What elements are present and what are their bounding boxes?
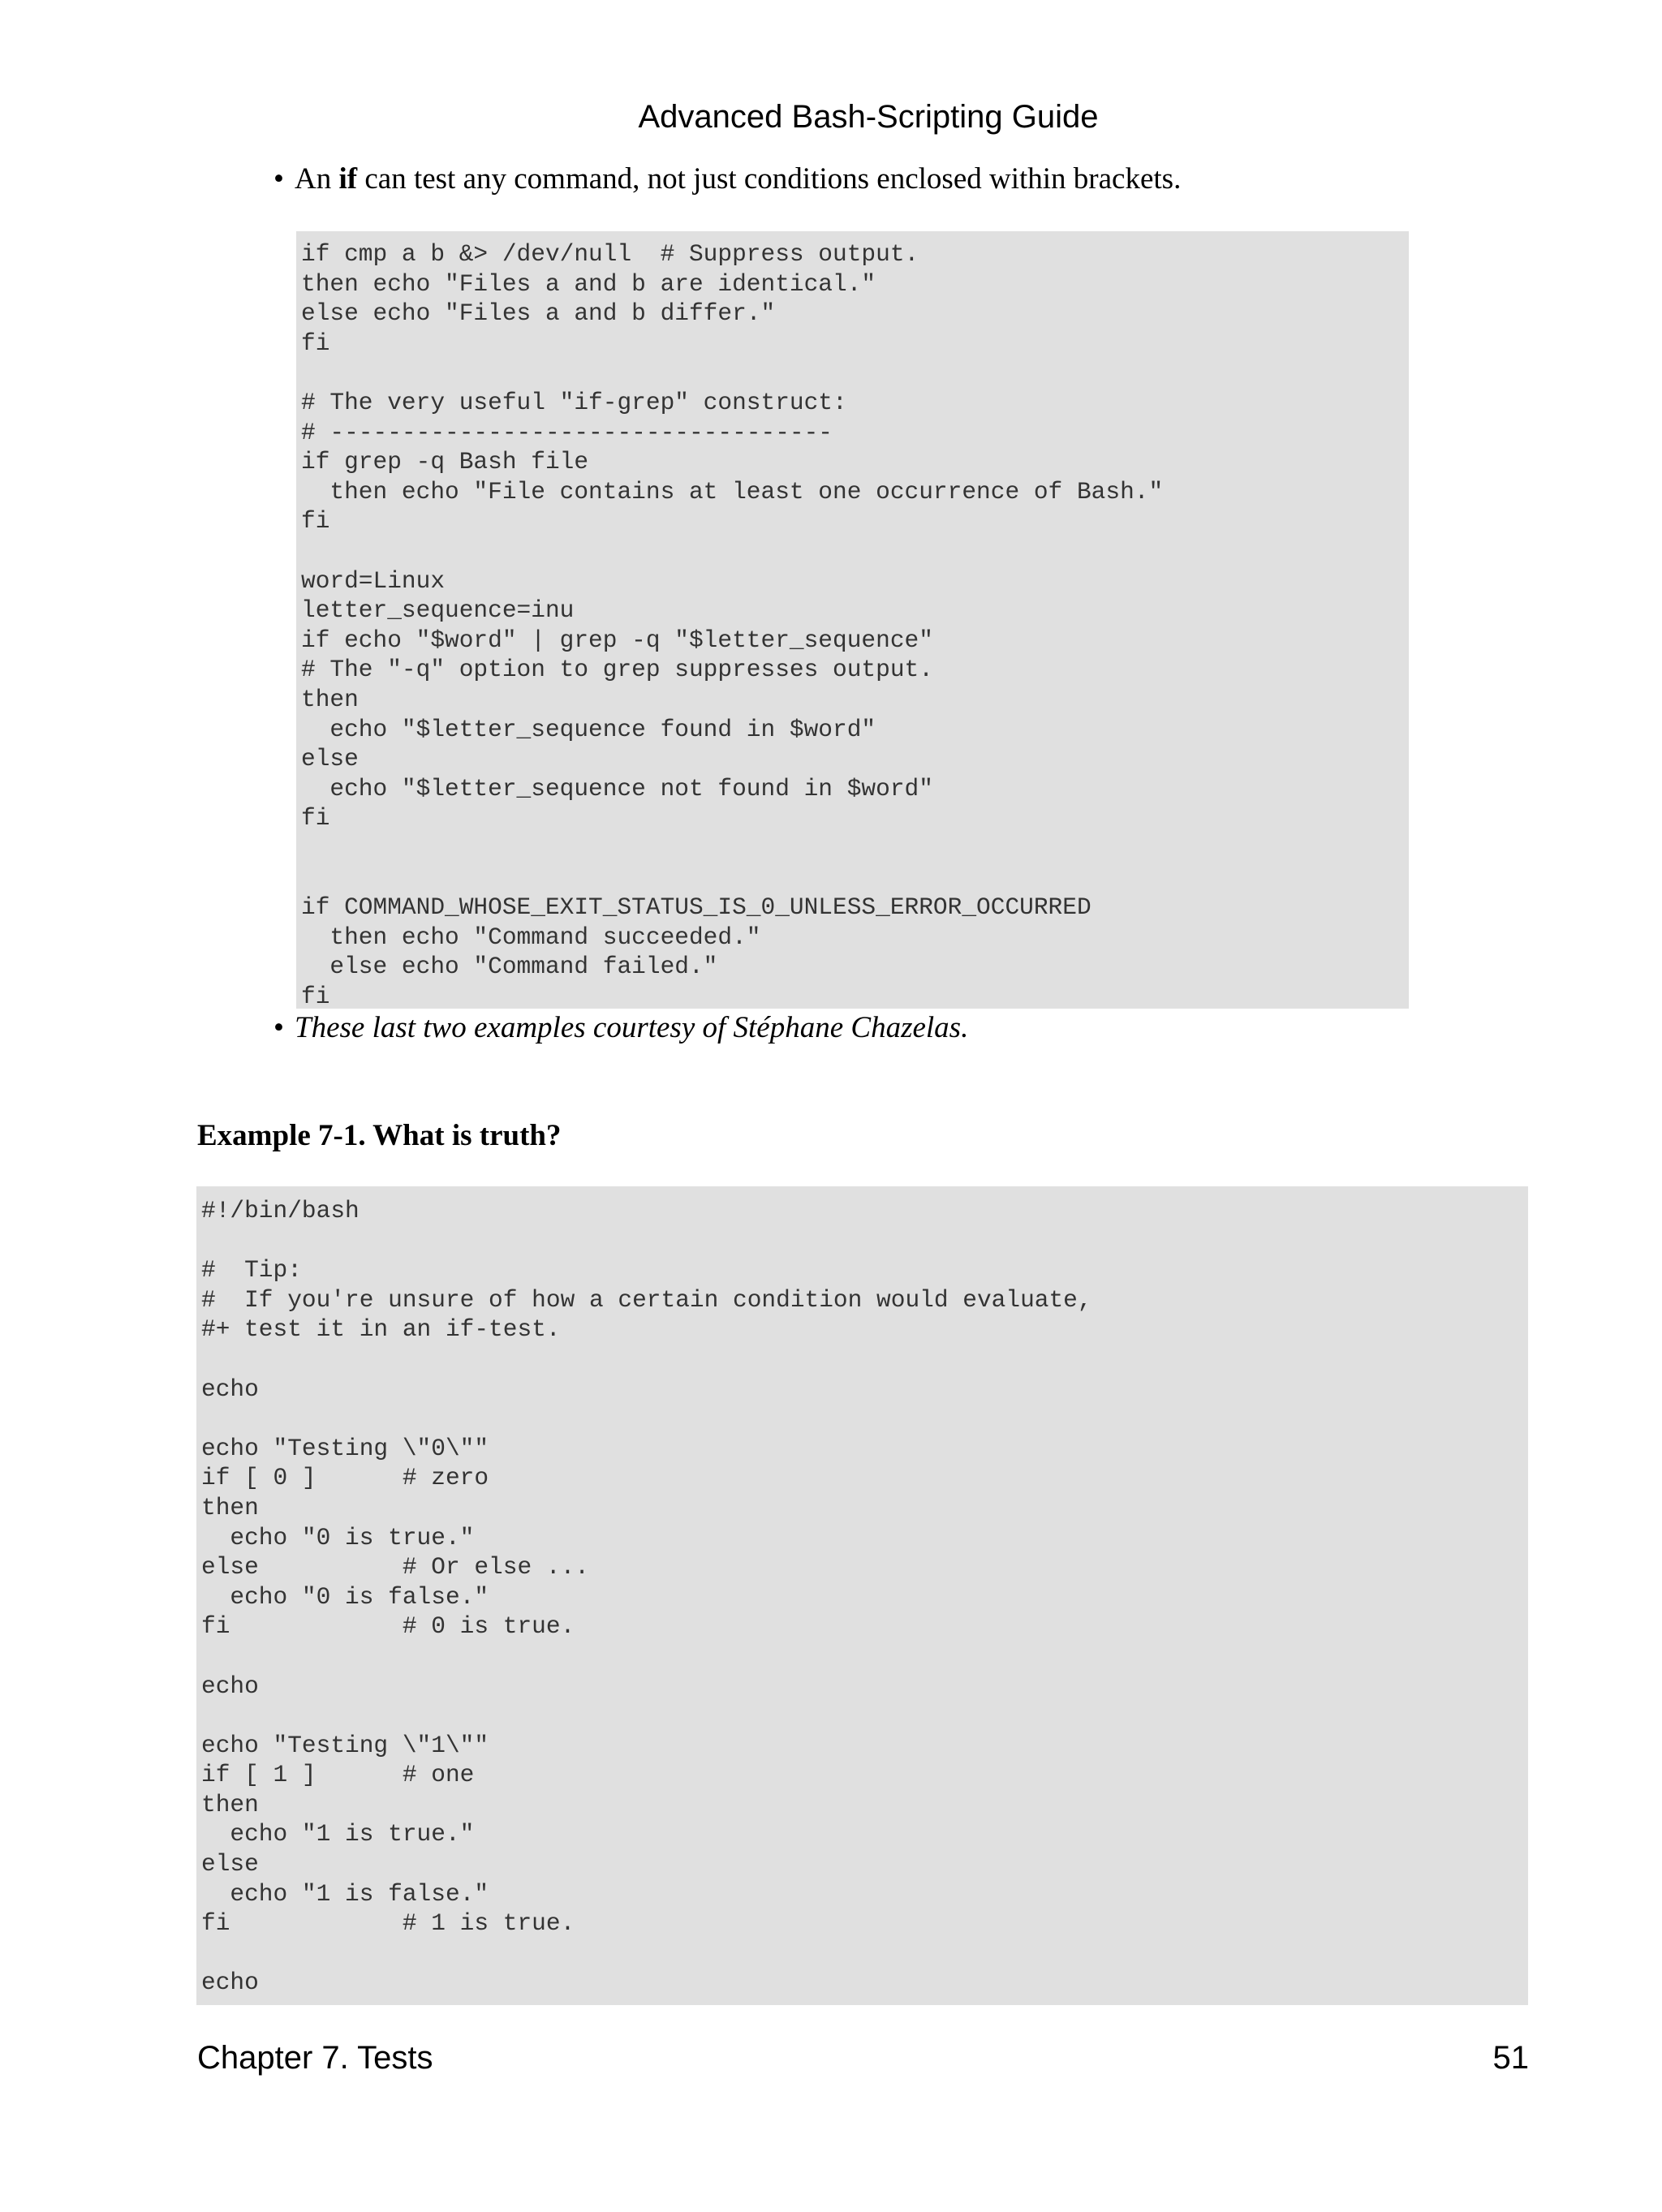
bullet-dot-icon: • — [273, 1011, 284, 1044]
code-block-what-is-truth: #!/bin/bash # Tip: # If you're unsure of how a certain condition would evaluate, #+ test it in an if-test. echo echo "Testing \"0\"" if [ 0 ] # zero then echo "0 is true." else # Or else ... echo "0 is false." fi # 0 is true. echo echo "Testing \"1\"" if [ 1 ] # one then echo "1 is true." else echo "1 is false." fi # 1 is true. echo — [196, 1186, 1528, 2005]
bullet-keyword-if: if — [338, 162, 358, 196]
bullet-credit — [273, 1010, 968, 1046]
bullet-text-prefix: An — [295, 162, 339, 196]
running-header: Advanced Bash-Scripting Guide — [638, 99, 1099, 135]
bullet-text-suffix: can test any command, not just conditions enclosed within brackets. — [357, 162, 1182, 196]
code-block-if-examples: if cmp a b &> /dev/null # Suppress output. then echo "Files a and b are identical." else echo "Files a and b differ." fi # The very useful "if-grep" construct: # ----------------------------------- if grep -q Bash file then echo "File contains at least one occurrence of Bash." fi word=Linux letter_sequence=inu if echo "$word" | grep -q "$letter_sequence" # The "-q" option to grep suppresses output. then echo "$letter_sequence found in $word" else echo "$letter_sequence not found in $word" fi if COMMAND_WHOSE_EXIT_STATUS_IS_0_UNLESS_ERROR_OCCURRED then echo "Command succeeded." else echo "Command failed." fi — [296, 231, 1409, 1009]
footer-chapter: Chapter 7. Tests — [197, 2040, 433, 2076]
footer-page-number: 51 — [1492, 2040, 1529, 2076]
bullet-if-note — [273, 161, 1181, 197]
example-title: Example 7-1. What is truth? — [197, 1119, 562, 1152]
credit-text: These last two examples courtesy of Stéphane Chazelas. — [295, 1011, 969, 1044]
bullet-dot-icon: • — [273, 162, 284, 196]
